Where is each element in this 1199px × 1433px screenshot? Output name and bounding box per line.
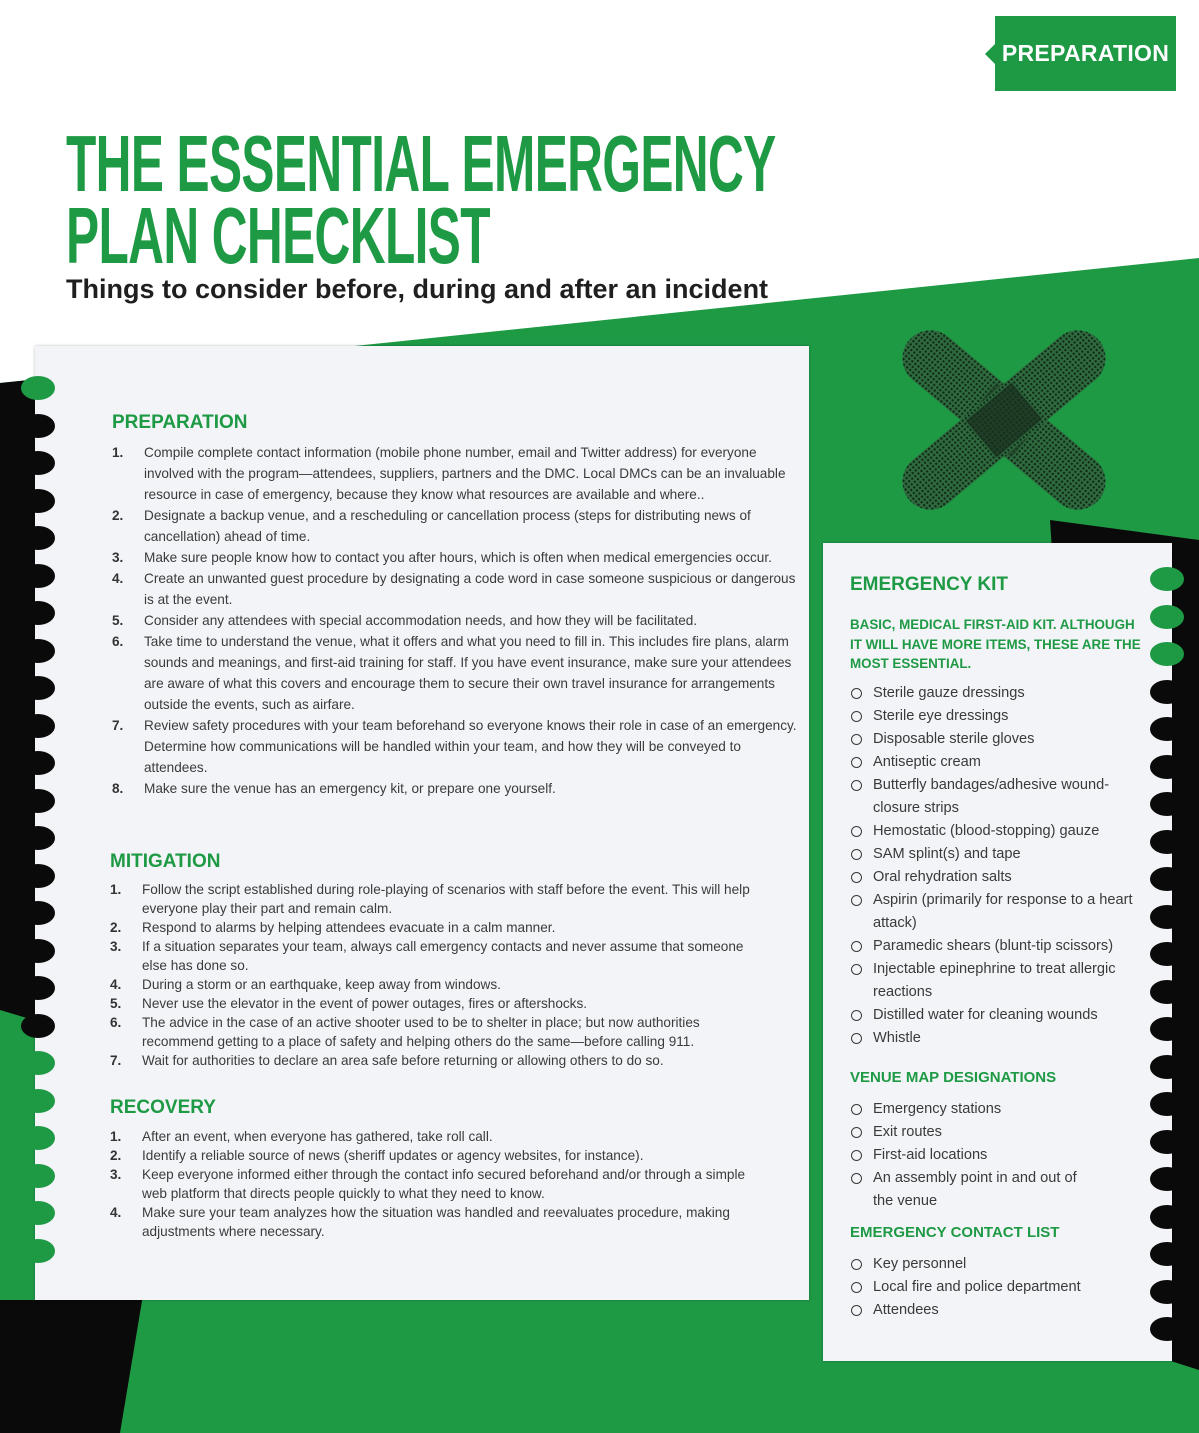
item-number: 3. <box>110 939 122 954</box>
item-text: Follow the script established during role-playing of scenarios with staff before the event. This will help everyone play their part and remain calm. <box>142 882 750 916</box>
list-item <box>110 994 770 1013</box>
list-item <box>112 610 802 631</box>
checklist-item: Aspirin (primarily for response to a heart attack) <box>850 889 1140 935</box>
checklist-item: Local fire and police department <box>850 1276 1140 1299</box>
item-number: 4. <box>110 977 122 992</box>
notebook-hole <box>21 639 55 663</box>
contact-list <box>850 1253 1140 1322</box>
notebook-hole <box>21 1164 55 1188</box>
section-tag: PREPARATION <box>995 16 1176 91</box>
list-item <box>110 1013 770 1051</box>
recovery-heading: RECOVERY <box>110 1097 216 1118</box>
notebook-hole <box>1150 942 1184 966</box>
list-item <box>112 505 802 547</box>
notebook-hole <box>21 1014 55 1038</box>
notebook-hole <box>1150 1242 1184 1266</box>
item-text: Identify a reliable source of news (sheriff updates or agency websites, for instance). <box>142 1148 644 1163</box>
notebook-hole <box>1150 605 1184 629</box>
notebook-hole <box>21 489 55 513</box>
notebook-hole <box>1150 830 1184 854</box>
list-item <box>112 631 802 715</box>
list-item <box>110 937 770 975</box>
checklist-item: Butterfly bandages/adhesive wound-closure strips <box>850 774 1140 820</box>
notebook-hole <box>1150 1280 1184 1304</box>
notebook-hole <box>1150 717 1184 741</box>
item-text: The advice in the case of an active shooter used to be to shelter in place; but now authorities recommend getting to a place of safety and helping others do the same—before calling 911. <box>142 1015 700 1049</box>
item-number: 3. <box>110 1167 122 1182</box>
item-text: Never use the elevator in the event of power outages, fires or aftershocks. <box>142 996 588 1011</box>
item-number: 1. <box>112 445 124 460</box>
notebook-holes <box>19 346 59 1300</box>
notebook-hole <box>1150 755 1184 779</box>
mitigation-heading: MITIGATION <box>110 851 221 872</box>
emergency-kit-list <box>850 682 1140 1050</box>
checklist-item: Exit routes <box>850 1121 1140 1144</box>
notebook-hole <box>1150 1167 1184 1191</box>
item-number: 1. <box>110 882 122 897</box>
notebook-hole <box>1150 1092 1184 1116</box>
emergency-kit-heading: EMERGENCY KIT <box>850 574 1009 595</box>
notebook-hole <box>21 976 55 1000</box>
item-number: 6. <box>112 634 124 649</box>
list-item <box>110 880 770 918</box>
recovery-list <box>110 1127 770 1241</box>
list-item <box>110 975 770 994</box>
contact-list-heading: EMERGENCY CONTACT LIST <box>850 1224 1060 1241</box>
notebook-hole <box>21 564 55 588</box>
item-number: 2. <box>110 920 122 935</box>
notebook-hole <box>21 1089 55 1113</box>
checklist-item: First-aid locations <box>850 1144 1140 1167</box>
checklist-item: Antiseptic cream <box>850 751 1140 774</box>
checklist-item: Hemostatic (blood-stopping) gauze <box>850 820 1140 843</box>
notebook-hole <box>1150 980 1184 1004</box>
checklist-item: Distilled water for cleaning wounds <box>850 1004 1140 1027</box>
notebook-hole <box>21 751 55 775</box>
notebook-hole <box>21 826 55 850</box>
checklist-item: An assembly point in and out of the venue <box>850 1167 1083 1213</box>
item-text: Make sure your team analyzes how the situation was handled and reevaluates procedure, making adjustments where necessary. <box>142 1205 730 1239</box>
notebook-holes <box>1148 543 1188 1361</box>
notebook-hole <box>1150 1317 1184 1341</box>
notebook-hole <box>21 789 55 813</box>
emergency-kit-subheading: BASIC, MEDICAL FIRST-AID KIT. ALTHOUGH IT WILL HAVE MORE ITEMS, THESE ARE THE MOST ESSENTIAL. <box>850 617 1141 671</box>
item-text: Create an unwanted guest procedure by designating a code word in case someone suspicious or dangerous is at the event. <box>144 571 796 607</box>
item-number: 2. <box>112 508 124 523</box>
notebook-hole <box>1150 642 1184 666</box>
checklist-item: Injectable epinephrine to treat allergic reactions <box>850 958 1140 1004</box>
list-item <box>110 1051 770 1070</box>
notebook-hole <box>21 714 55 738</box>
notebook-hole <box>1150 1205 1184 1229</box>
item-text: Review safety procedures with your team beforehand so everyone knows their role in case of an emergency. Determine how communications will be handled within your team, and how they will be conveyed to attendees. <box>144 718 797 775</box>
list-item <box>112 442 802 505</box>
item-text: After an event, when everyone has gathered, take roll call. <box>142 1129 493 1144</box>
list-item <box>112 547 802 568</box>
venue-map-heading: VENUE MAP DESIGNATIONS <box>850 1069 1057 1086</box>
checklist-item: Oral rehydration salts <box>850 866 1140 889</box>
list-item <box>112 715 802 778</box>
title-line-1: THE ESSENTIAL EMERGENCY <box>66 119 776 208</box>
item-number: 4. <box>112 571 124 586</box>
list-item <box>112 568 802 610</box>
checklist-item: Sterile eye dressings <box>850 705 1140 728</box>
notebook-hole <box>21 939 55 963</box>
checklist-item: Sterile gauze dressings <box>850 682 1140 705</box>
notebook-hole <box>1150 792 1184 816</box>
checklist-item: Paramedic shears (blunt-tip scissors) <box>850 935 1140 958</box>
item-number: 7. <box>112 718 124 733</box>
list-item <box>112 778 802 799</box>
item-number: 7. <box>110 1053 122 1068</box>
notebook-hole <box>1150 867 1184 891</box>
preparation-list <box>112 442 802 799</box>
notebook-hole <box>1150 1130 1184 1154</box>
item-text: If a situation separates your team, always call emergency contacts and never assume that someone else has done so. <box>142 939 744 973</box>
item-text: Take time to understand the venue, what it offers and what you need to fill in. This includes fire plans, alarm sounds and meanings, and first-aid training for staff. If you have event insurance, make sure your attendees are aware of what this covers and encourage them to secure their own travel insurance for arrangements outside the events, such as airfare. <box>144 634 792 712</box>
checklist-item: Disposable sterile gloves <box>850 728 1140 751</box>
notebook-hole <box>21 864 55 888</box>
notebook-hole <box>1150 567 1184 591</box>
item-number: 3. <box>112 550 124 565</box>
item-number: 5. <box>110 996 122 1011</box>
notebook-hole <box>21 601 55 625</box>
notebook-hole <box>21 376 55 400</box>
notebook-hole <box>21 526 55 550</box>
title-line-2: PLAN CHECKLIST <box>66 191 490 280</box>
checklist-item: Whistle <box>850 1027 1140 1050</box>
item-text: Wait for authorities to declare an area safe before returning or allowing others to do so. <box>142 1053 664 1068</box>
item-text: Make sure the venue has an emergency kit, or prepare one yourself. <box>144 781 556 796</box>
item-text: Designate a backup venue, and a rescheduling or cancellation process (steps for distributing news of cancellation) ahead of time. <box>144 508 751 544</box>
page-subtitle: Things to consider before, during and after an incident <box>66 274 769 304</box>
item-number: 4. <box>110 1205 122 1220</box>
notebook-hole <box>1150 905 1184 929</box>
notebook-hole <box>21 1239 55 1263</box>
item-text: Consider any attendees with special accommodation needs, and how they will be facilitated. <box>144 613 698 628</box>
list-item <box>110 1165 770 1203</box>
item-number: 6. <box>110 1015 122 1030</box>
venue-map-list <box>850 1098 1140 1213</box>
item-number: 8. <box>112 781 124 796</box>
notebook-hole <box>1150 680 1184 704</box>
item-text: Respond to alarms by helping attendees evacuate in a calm manner. <box>142 920 556 935</box>
list-item <box>110 918 770 937</box>
checklist-item: Key personnel <box>850 1253 1140 1276</box>
item-text: Make sure people know how to contact you after hours, which is often when medical emergencies occur. <box>144 550 772 565</box>
list-item <box>110 1203 770 1241</box>
item-number: 1. <box>110 1129 122 1144</box>
notebook-hole <box>21 1126 55 1150</box>
notebook-hole <box>1150 1017 1184 1041</box>
notebook-hole <box>21 1201 55 1225</box>
notebook-hole <box>21 901 55 925</box>
notebook-hole <box>21 676 55 700</box>
notebook-hole <box>21 1051 55 1075</box>
item-text: Keep everyone informed either through the contact info secured beforehand and/or through a simple web platform that directs people quickly to what they need to know. <box>142 1167 746 1201</box>
notebook-hole <box>1150 1055 1184 1079</box>
item-number: 2. <box>110 1148 122 1163</box>
checklist-item: Attendees <box>850 1299 1140 1322</box>
item-text: During a storm or an earthquake, keep away from windows. <box>142 977 501 992</box>
page-title <box>66 119 776 280</box>
checklist-item: SAM splint(s) and tape <box>850 843 1140 866</box>
list-item <box>110 1146 770 1165</box>
notebook-hole <box>21 451 55 475</box>
item-text: Compile complete contact information (mobile phone number, email and Twitter address) for everyone involved with the program—attendees, suppliers, partners and the DMC. Local DMCs can be an invaluable resource in case of emergency, because they know what resources are available and where.. <box>144 445 786 502</box>
mitigation-list <box>110 880 770 1070</box>
item-number: 5. <box>112 613 124 628</box>
checklist-item: Emergency stations <box>850 1098 1140 1121</box>
list-item <box>110 1127 770 1146</box>
preparation-heading: PREPARATION <box>112 412 248 433</box>
notebook-hole <box>21 414 55 438</box>
crossed-bandages-icon <box>890 320 1118 520</box>
